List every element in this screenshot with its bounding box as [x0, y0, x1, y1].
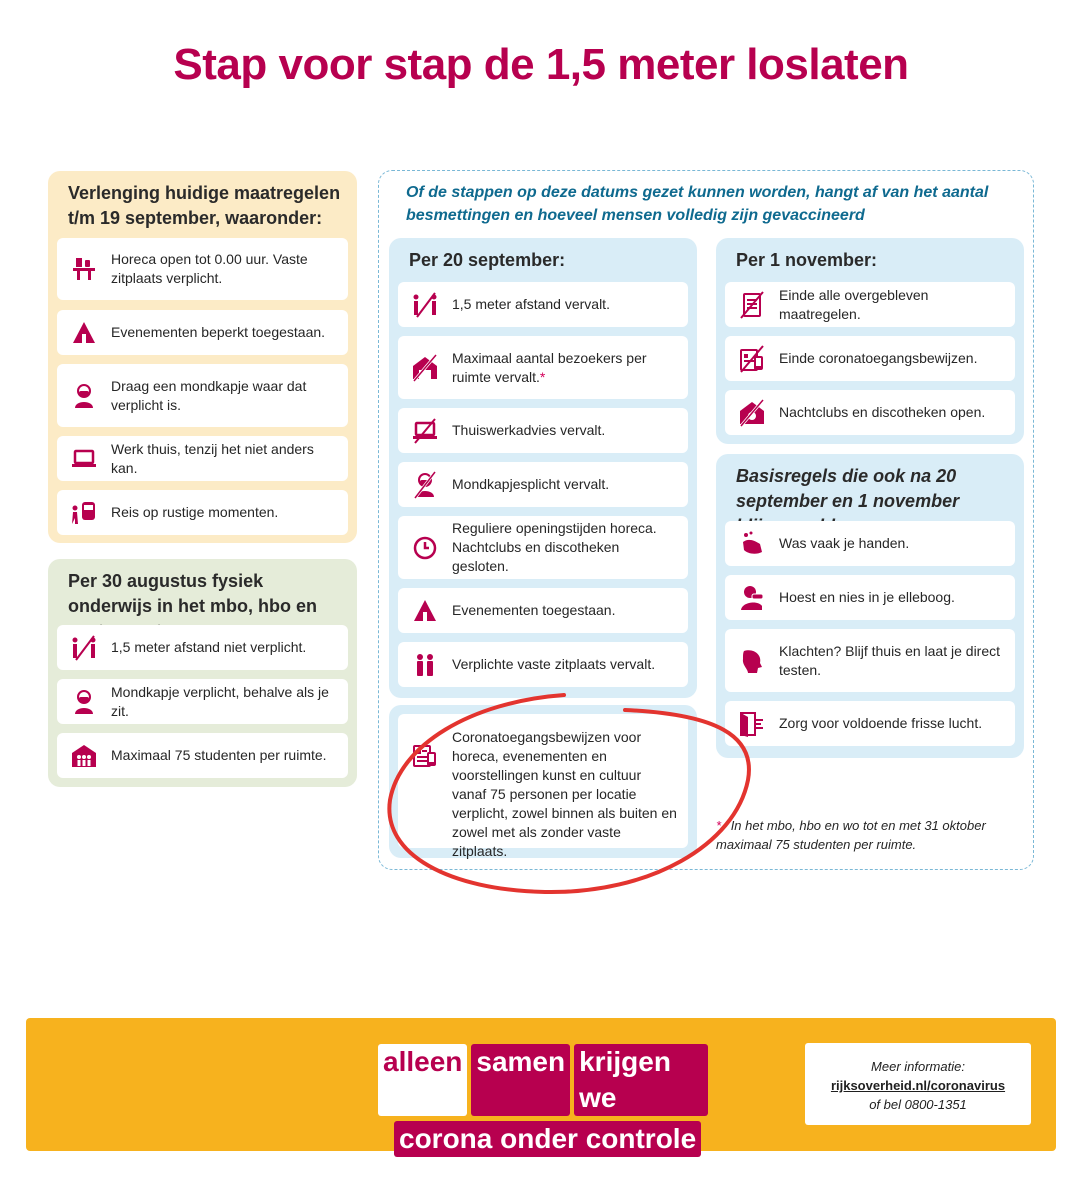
slogan-word: corona onder controle	[394, 1121, 701, 1157]
mask-crossed-icon	[410, 470, 440, 500]
list-item	[57, 310, 348, 355]
list-item	[57, 679, 348, 724]
future-steps-intro: Of de stappen op deze datums gezet kunnen worden, hangt af van het aantal besmettingen en hoeveel mensen volledig zijn gevaccineerd	[406, 184, 989, 224]
distance-crossed-icon	[69, 633, 99, 663]
qr-pass-icon	[410, 740, 440, 770]
list-item	[725, 282, 1015, 327]
item-text: Horeca open tot 0.00 uur. Vaste zitplaats verplicht.	[111, 251, 308, 286]
horeca-icon	[69, 254, 99, 284]
info-link[interactable]: rijksoverheid.nl/coronavirus	[830, 1078, 1006, 1093]
item-text: 1,5 meter afstand vervalt.	[452, 296, 610, 312]
education-heading: Per 30 augustus fysiek onderwijs in het mbo, hbo en	[68, 571, 318, 616]
item-text: Reis op rustige momenten.	[111, 504, 279, 520]
laptop-crossed-icon	[410, 416, 440, 446]
list-item	[725, 521, 1015, 566]
list-item	[725, 390, 1015, 435]
sept20-heading: Per 20 september:	[409, 250, 566, 270]
face-mask-icon	[69, 381, 99, 411]
event-tent-icon	[410, 596, 440, 626]
item-text: Evenementen beperkt toegestaan.	[111, 324, 326, 340]
item-text: Maximaal 75 studenten per ruimte.	[111, 747, 327, 763]
item-text: Zorg voor voldoende frisse lucht.	[779, 715, 983, 731]
basic-rules-heading: Basisregels die ook na 20 september en 1 november	[736, 466, 960, 511]
sept20-panel	[389, 238, 697, 698]
event-tent-icon	[69, 318, 99, 348]
item-text: Hoest en nies in je elleboog.	[779, 589, 955, 605]
info-label: Meer informatie:	[871, 1059, 965, 1074]
current-measures-heading: Verlenging huidige maatregelen t/m 19 september, waaronder:	[68, 183, 341, 228]
footnote	[716, 816, 1006, 854]
list-item	[398, 642, 688, 687]
list-item	[57, 733, 348, 778]
item-text: Thuiswerkadvies vervalt.	[452, 422, 606, 438]
info-box	[805, 1043, 1031, 1125]
list-item	[725, 629, 1015, 692]
list-item	[57, 436, 348, 481]
distance-crossed-icon	[410, 290, 440, 320]
clock-icon	[410, 533, 440, 563]
basic-rules-panel	[716, 454, 1024, 758]
list-item	[398, 516, 688, 579]
cough-elbow-icon	[737, 583, 767, 613]
list-item	[57, 490, 348, 535]
item-text: Coronatoegangsbewijzen voor horeca, evenementen en voorstellingen kunst en cultuur vanaf 75 personen per locatie verplicht, zowel binnen als buiten en zowel met als zonder vaste zitplaats.	[452, 729, 677, 859]
item-text: Mondkapje verplicht, behalve als je zit.	[111, 683, 329, 719]
laptop-icon	[69, 444, 99, 474]
document-crossed-icon	[737, 290, 767, 320]
list-item	[398, 408, 688, 453]
item-text: Einde coronatoegangsbewijzen.	[779, 350, 978, 366]
current-measures-panel	[48, 171, 357, 543]
info-phone: of bel 0800-1351	[869, 1097, 967, 1112]
asterisk-mark: *	[539, 368, 546, 385]
nov1-heading: Per 1 november:	[736, 250, 878, 270]
footnote-text: In het mbo, hbo en wo tot en met 31 oktober maximaal 75 studenten per ruimte.	[716, 818, 986, 852]
people-icon	[410, 650, 440, 680]
slogan-word: alleen	[378, 1044, 467, 1116]
slogan	[378, 1044, 708, 1162]
nov1-panel	[716, 238, 1024, 444]
education-panel	[48, 559, 357, 787]
item-text: Nachtclubs en discotheken open.	[779, 404, 986, 420]
item-text: Einde alle overgebleven maatregelen.	[779, 286, 929, 322]
club-crossed-icon	[737, 398, 767, 428]
item-text: Klachten? Blijf thuis en laat je direct testen.	[779, 642, 1001, 678]
qr-pass-crossed-icon	[737, 344, 767, 374]
slogan-word: krijgen we	[574, 1044, 708, 1116]
house-crossed-icon	[410, 353, 440, 383]
item-text: Evenementen toegestaan.	[452, 602, 616, 618]
item-text: Was vaak je handen.	[779, 535, 910, 551]
list-item	[57, 625, 348, 670]
item-text: Draag een mondkapje waar dat verplicht is.	[111, 377, 307, 413]
face-mask-icon	[69, 687, 99, 717]
item-text: Reguliere openingstijden horeca. Nachtclubs en discotheken gesloten.	[452, 520, 657, 574]
fresh-air-icon	[737, 709, 767, 739]
asterisk-mark: *	[716, 818, 722, 833]
list-item	[398, 282, 688, 327]
item-text: Maximaal aantal bezoekers per ruimte vervalt.*	[452, 349, 647, 385]
list-item	[725, 336, 1015, 381]
list-item	[57, 238, 348, 300]
list-item	[725, 575, 1015, 620]
train-icon	[69, 498, 99, 528]
list-item	[398, 462, 688, 507]
list-item	[398, 714, 688, 859]
corona-pass-panel	[389, 705, 697, 858]
sick-person-icon	[737, 646, 767, 676]
list-item	[725, 701, 1015, 746]
item-text: 1,5 meter afstand niet verplicht.	[111, 639, 307, 655]
list-item	[398, 336, 688, 399]
page-title: Stap voor stap de 1,5 meter loslaten	[173, 40, 909, 89]
list-item	[398, 588, 688, 633]
wash-hands-icon	[737, 529, 767, 559]
item-text: Mondkapjesplicht vervalt.	[452, 476, 610, 492]
list-item	[57, 364, 348, 427]
item-text: Verplichte vaste zitplaats vervalt.	[452, 656, 656, 672]
classroom-icon	[69, 741, 99, 771]
item-text: Werk thuis, tenzij het niet anders kan.	[111, 440, 314, 476]
slogan-word: samen	[471, 1044, 570, 1116]
